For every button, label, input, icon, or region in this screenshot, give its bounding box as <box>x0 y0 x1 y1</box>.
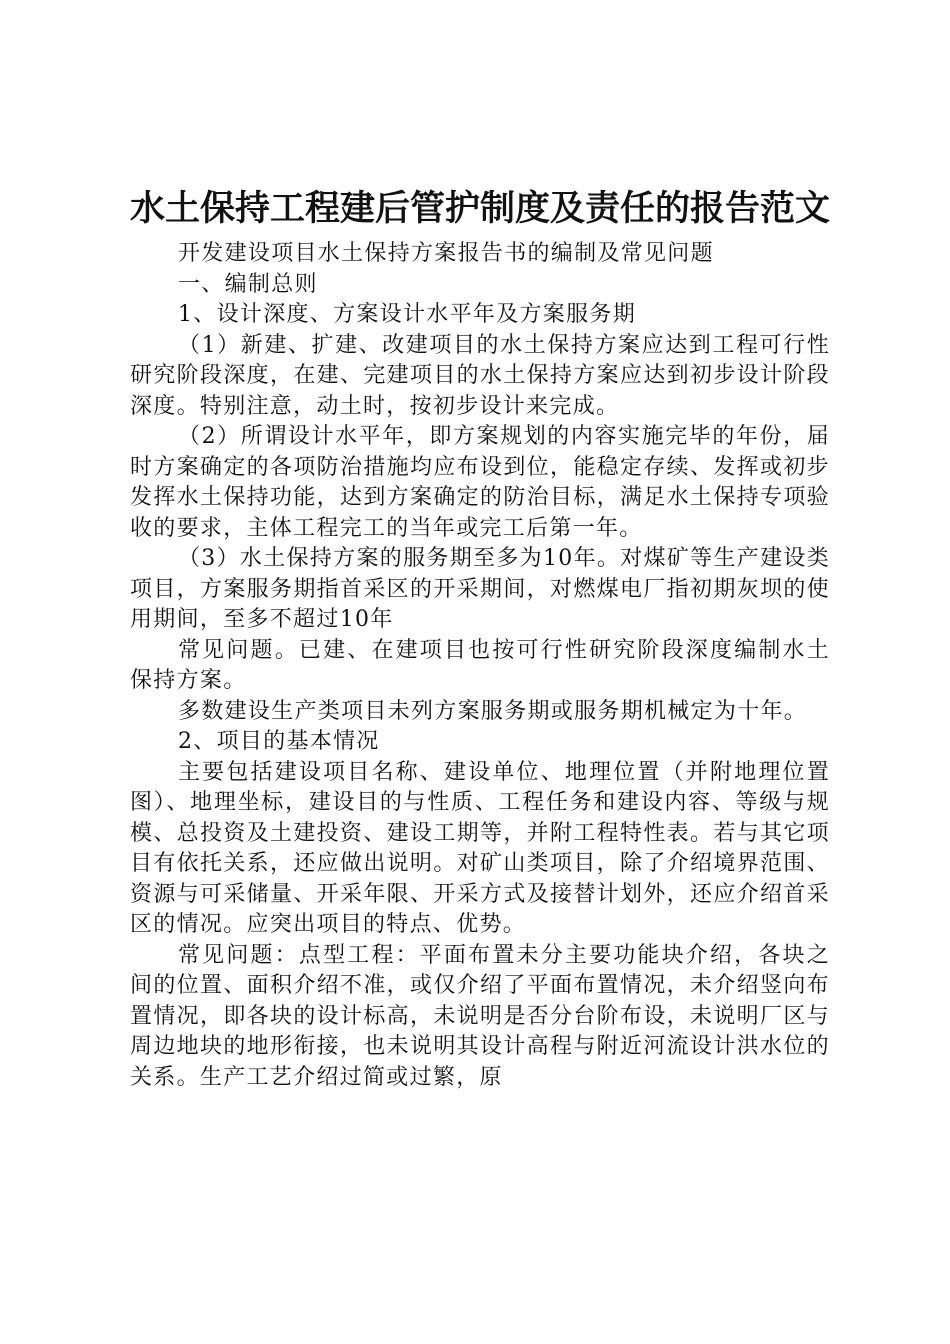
paragraph-project-basics: 主要包括建设项目名称、建设单位、地理位置（并附地理位置图）、地理坐标，建设目的与性质、工程任务和建设内容、等级与规模、总投资及土建投资、建设工期等，并附工程特性表。若与其它项目有依托关系，还应做出说明。对矿山类项目，除了介绍境界范围、资源与可采储量、开采年限、开采方式及接替计划外，还应介绍首采区的情况。应突出项目的特点、优势。 <box>130 759 830 937</box>
heading-general-principles: 一、编制总则 <box>178 271 318 297</box>
heading-project-basics: 2、项目的基本情况 <box>178 729 380 754</box>
paragraph-subtitle: 开发建设项目水土保持方案报告书的编制及常见问题 <box>178 241 714 266</box>
paragraph-item-2: （2）所谓设计水平年，即方案规划的内容实施完毕的年份，届时方案确定的各项防治措施均应布设到位，能稳定存续、发挥或初步发挥水土保持功能，达到方案确定的防治目标，满足水土保持专项验收的要求，主体工程完工的当年或完工后第一年。 <box>130 424 830 541</box>
paragraph-item-3: （3）水土保持方案的服务期至多为10年。对煤矿等生产建设类项目，方案服务期指首采区的开采期间，对燃煤电厂指初期灰坝的使用期间，至多不超过10年 <box>130 546 830 632</box>
document-title: 水土保持工程建后管护制度及责任的报告范文 <box>130 189 831 229</box>
paragraph-common-issues-3: 常见问题：点型工程：平面布置未分主要功能块介绍，各块之间的位置、面积介绍不准，或仅介绍了平面布置情况，未介绍竖向布置情况，即各块的设计标高，未说明是否分台阶布设，未说明厂区与周边地块的地形衔接，也未说明其设计高程与附近河流设计洪水位的关系。生产工艺介绍过简或过繁，原 <box>130 942 830 1090</box>
paragraph-common-issues-2: 多数建设生产类项目未列方案服务期或服务期机械定为十年。 <box>178 698 808 724</box>
heading-design-depth: 1、设计深度、方案设计水平年及方案服务期 <box>178 302 636 327</box>
document-page <box>130 183 830 1093</box>
paragraph-item-1: （1）新建、扩建、改建项目的水土保持方案应达到工程可行性研究阶段深度，在建、完建项目的水土保持方案应达到初步设计阶段深度。特别注意，动土时，按初步设计来完成。 <box>130 332 830 419</box>
paragraph-common-issues-1: 常见问题。已建、在建项目也按可行性研究阶段深度编制水土保持方案。 <box>130 637 830 693</box>
